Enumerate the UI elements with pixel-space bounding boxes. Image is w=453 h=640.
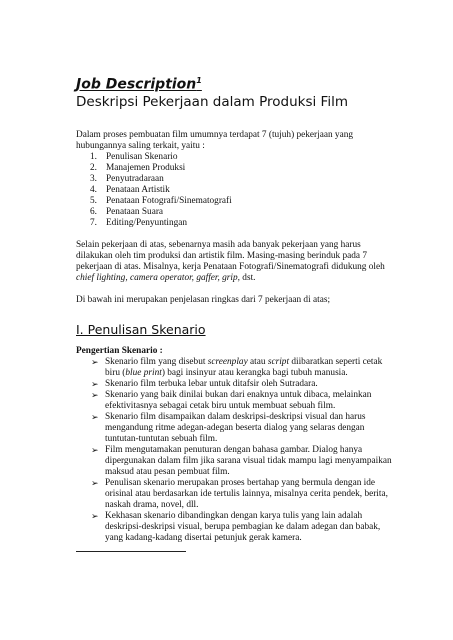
arrow-bullet-icon: ➢ — [91, 412, 99, 422]
list-text: Manajemen Produksi — [106, 163, 186, 173]
arrow-bullet-icon: ➢ — [91, 357, 99, 367]
list-number: 6. — [90, 207, 97, 217]
bullet-line: efektivitasnya sebagai cetak biru untuk membuat sebuah film. — [105, 401, 336, 411]
bullet-line: Film mengutamakan penuturan dengan bahasa gambar. Dialog hanya — [105, 445, 363, 455]
arrow-bullet-icon: ➢ — [91, 379, 99, 389]
bullet-line: Kekhasan skenario dibandingkan dengan karya tulis yang lain adalah — [105, 511, 363, 521]
list-number: 1. — [90, 152, 97, 162]
list-number: 2. — [90, 163, 97, 173]
bullet-text: ) bagi insinyur atau kerangka bagi tubuh manusia. — [161, 368, 348, 378]
paragraph-line: Di bawah ini merupakan penjelasan ringkas dari 7 pekerjaan di atas; — [76, 295, 331, 305]
bullet-line: Skenario film terbuka lebar untuk ditafsir oleh Sutradara. — [105, 379, 318, 389]
bullet-line: Penulisan skenario merupakan proses bertahap yang bermula dengan ide — [105, 478, 376, 488]
italic-term: blue print — [125, 368, 162, 378]
intro-line: hubungannya saling terkait, yaitu : — [76, 141, 205, 151]
intro-line: Dalam proses pembuatan film umumnya terdapat 7 (tujuh) pekerjaan yang — [76, 130, 354, 140]
bullet-line: naskah drama, novel, dll. — [105, 500, 199, 510]
italic-term: screenplay — [207, 357, 248, 367]
list-text: Penyutradaraan — [106, 174, 164, 184]
section-heading: I. Penulisan Skenario — [76, 322, 206, 337]
italic-roles: chief lighting, camera operator, gaffer, grip, — [76, 273, 240, 283]
list-text: Penulisan Skenario — [106, 152, 178, 162]
list-number: 3. — [90, 174, 97, 184]
paragraph-line: pekerjaan di atas. Misalnya, kerja Penataan Fotografi/Sinematografi didukung oleh — [76, 262, 385, 272]
title-text: Job Description — [76, 76, 197, 93]
list-text: Penataan Artistik — [106, 185, 170, 195]
arrow-bullet-icon: ➢ — [91, 445, 99, 455]
bullet-line — [105, 368, 348, 379]
section-label: Pengertian Skenario : — [76, 346, 163, 356]
bullet-line — [105, 357, 382, 368]
document-subtitle: Deskripsi Pekerjaan dalam Produksi Film — [76, 94, 348, 110]
paragraph-text: dst. — [239, 273, 256, 283]
footnote-rule — [76, 551, 186, 552]
paragraph-line: Selain pekerjaan di atas, sebenarnya masih ada banyak pekerjaan yang harus — [76, 240, 361, 250]
bullet-line: maksud atau pesan pembuat film. — [105, 467, 230, 477]
list-number: 5. — [90, 196, 97, 206]
bullet-line: yang kadang-kadang disertai petunjuk gerak kamera. — [105, 533, 302, 543]
bullet-line: Skenario film disampaikan dalam deskripsi-deskripsi visual dan harus — [105, 412, 366, 422]
bullet-line: tuntutan-tuntutan sebuah film. — [105, 434, 218, 444]
list-text: Penataan Fotografi/Sinematografi — [106, 196, 232, 206]
list-text: Editing/Penyuntingan — [106, 218, 188, 228]
bullet-text: Skenario film yang disebut — [105, 357, 208, 367]
document-title — [76, 76, 202, 93]
bullet-text: atau — [247, 357, 268, 367]
arrow-bullet-icon: ➢ — [91, 511, 99, 521]
paragraph-line — [76, 273, 255, 284]
list-text: Penataan Suara — [106, 207, 164, 217]
footnote-mark: 1 — [196, 76, 202, 85]
bullet-line: Skenario yang baik dinilai bukan dari enaknya untuk dibaca, melainkan — [105, 390, 372, 400]
bullet-line: mengandung ritme adegan-adegan beserta dialog yang selaras dengan — [105, 423, 365, 433]
bullet-text: diibaratkan seperti cetak — [289, 357, 383, 367]
list-number: 4. — [90, 185, 97, 195]
list-number: 7. — [90, 218, 97, 228]
paragraph-line: dilakukan oleh tim produksi dan artistik film. Masing-masing berinduk pada 7 — [76, 251, 367, 261]
italic-term: script — [267, 357, 290, 367]
bullet-line: deskripsi-deskripsi visual, berupa pembagian ke dalam adegan dan babak, — [105, 522, 381, 532]
arrow-bullet-icon: ➢ — [91, 478, 99, 488]
bullet-text: biru ( — [105, 368, 126, 378]
bullet-line: dipergunakan dalam film jika sarana visual tidak mampu lagi menyampaikan — [105, 456, 392, 466]
bullet-line: orisinal atau berdasarkan ide tertulis lainnya, misalnya cerita pendek, berita, — [105, 489, 388, 499]
arrow-bullet-icon: ➢ — [91, 390, 99, 400]
